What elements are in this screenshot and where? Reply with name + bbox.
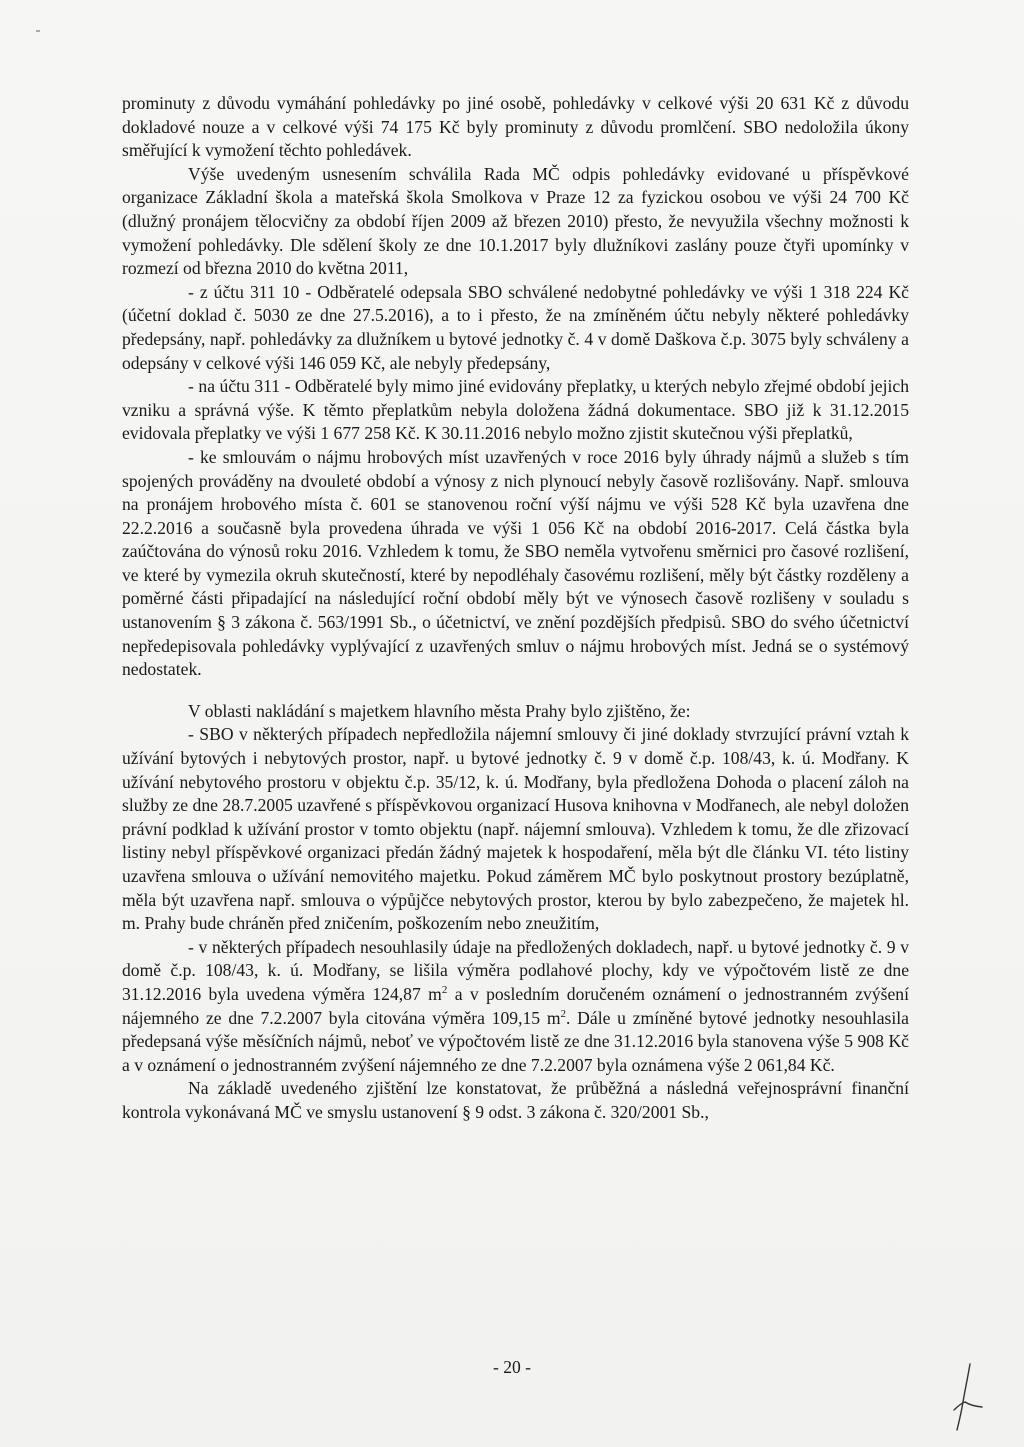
paragraph-5: - ke smlouvám o nájmu hrobových míst uzavřených v roce 2016 byly úhrady nájmů a služeb s tím spojených prováděny na dvouleté období a výnosy z nich plynoucí nebyly časově rozlišovány. Např. smlouva na pronájem hrobového místa č. 601 se stanovenou roční výší nájmu ve výši 528 Kč byla uzavřena dne 22.2.2016 a současně byla provedena úhrada ve výši 1 056 Kč na období 2016-2017. Celá částka byla zaúčtována do výnosů roku 2016. Vzhledem k tomu, že SBO neměla vytvořenu směrnici pro časové rozlišení, ve které by vymezila okruh skutečností, které by nepodléhaly časovému rozlišení, měly být částky rozděleny a poměrné části připadající na následující roční období měly být ve výnosech časově rozlišeny v souladu s ustanovením § 3 zákona č. 563/1991 Sb., o účetnictví, ve znění pozdějších předpisů. SBO do svého účetnictví nepředepisovala pohledávky vyplývající z uzavřených smluv o nájmu hrobových míst. Jedná se o systémový nedostatek.	[122, 446, 909, 680]
paragraph-8-part-a: - v některých případech nesouhlasily údaje na předložených dokladech, např. u bytové jednotky č. 9 v domě č.p. 108/43, k. ú. Modřany, se lišila výměra podlahové plochy, kdy ve výpočtovém listě ze dne 31.12.2016 byla uvedena výměra 124,87 m	[122, 936, 909, 1004]
superscript-squared-1: 2	[441, 983, 448, 996]
page-number: - 20 -	[492, 1357, 532, 1377]
paragraph-4: - na účtu 311 - Odběratelé byly mimo jiné evidovány přeplatky, u kterých nebylo zřejmé období jejich vzniku a správná výše. K těmto přeplatkům nebyla doložena žádná dokumentace. SBO již k 31.12.2015 evidovala přeplatky ve výši 1 677 258 Kč. K 30.11.2016 nebylo možno zjistit skutečnou výši přeplatků,	[122, 376, 909, 444]
paragraph-9: Na základě uvedeného zjištění lze konstatovat, že průběžná a následná veřejnosprávní finanční kontrola vykonávaná MČ ve smyslu ustanovení § 9 odst. 3 zákona č. 320/2001 Sb.,	[122, 1078, 909, 1122]
paragraph-1: prominuty z důvodu vymáhání pohledávky po jiné osobě, pohledávky v celkové výši 20 631 Kč z důvodu dokladové nouze a v celkové výši 74 175 Kč byly prominuty z důvodu promlčení. SBO nedoložila úkony směřující k vymožení těchto pohledávek.	[122, 93, 909, 161]
paragraph-7: - SBO v některých případech nepředložila nájemní smlouvy či jiné doklady stvrzující právní vztah k užívání bytových i nebytových prostor, např. u bytové jednotky č. 9 v domě č.p. 108/43, k. ú. Modřany. K užívání nebytového prostoru v objektu č.p. 35/12, k. ú. Modřany, byla předložena Dohoda o placení záloh na služby ze dne 28.7.2005 uzavřené s příspěvkovou organizací Husova knihovna v Modřanech, ale nebyl doložen právní podklad k užívání prostor v tomto objektu (např. nájemní smlouva). Vzhledem k tomu, že dle zřizovací listiny nebyl příspěvkové organizaci předán žádný majetek k hospodaření, měla být dle článku VI. této listiny uzavřena smlouva o užívání nemovitého majetku. Pokud záměrem MČ bylo poskytnout prostory bezúplatně, měla být uzavřena např. smlouva o výpůjčce nebytových prostor, kterou by bylo zabezpečeno, že majetek hl. m. Prahy bude chráněn před zničením, poškozením nebo zneužitím,	[122, 724, 909, 934]
paragraph-8-part-b: a v posledním doručeném oznámení o jednostranném zvýšení nájemného ze dne 7.2.2007 byla citována výměra 109,15 m	[122, 983, 909, 1028]
paragraph-3: - z účtu 311 10 - Odběratelé odepsala SBO schválené nedobytné pohledávky ve výši 1 318 224 Kč (účetní doklad č. 5030 ze dne 27.5.2016), a to i přesto, že na zmíněném účtu nebyly některé pohledávky předepsány, např. pohledávky za dlužníkem u bytové jednotky č. 4 v domě Daškova č.p. 3075 byly schváleny a odepsány v celkové výši 146 059 Kč, ale nebyly předepsány,	[122, 281, 909, 373]
paragraph-6: V oblasti nakládání s majetkem hlavního města Prahy bylo zjištěno, že:	[188, 700, 691, 721]
paragraph-2: Výše uvedeným usnesením schválila Rada MČ odpis pohledávky evidované u příspěvkové organizace Základní škola a mateřská škola Smolkova v Praze 12 za fyzickou osobou ve výši 24 700 Kč (dlužný pronájem tělocvičny za období říjen 2009 až březen 2010) přesto, že nevyužila všechny možnosti k vymožení pohledávky. Dle sdělení školy ze dne 10.1.2017 byly dlužníkovi zaslány pouze čtyři upomínky v rozmezí od března 2010 do května 2011,	[122, 163, 909, 279]
superscript-squared-2: 2	[560, 1007, 567, 1020]
body-text	[122, 92, 909, 1125]
paragraph-8	[122, 936, 909, 1078]
handwritten-initials-signature	[948, 1362, 984, 1432]
scan-speck	[36, 30, 40, 32]
paragraph-8-part-c: . Dále u zmíněné bytové jednotky nesouhlasila předepsaná výše měsíčních nájmů, neboť ve výpočtovém listě ze dne 31.12.2016 byla stanovena výše 5 908 Kč a v oznámení o jednostranném zvýšení nájemného ze dne 7.2.2007 byla oznámena výše 2 061,84 Kč.	[122, 1007, 909, 1075]
